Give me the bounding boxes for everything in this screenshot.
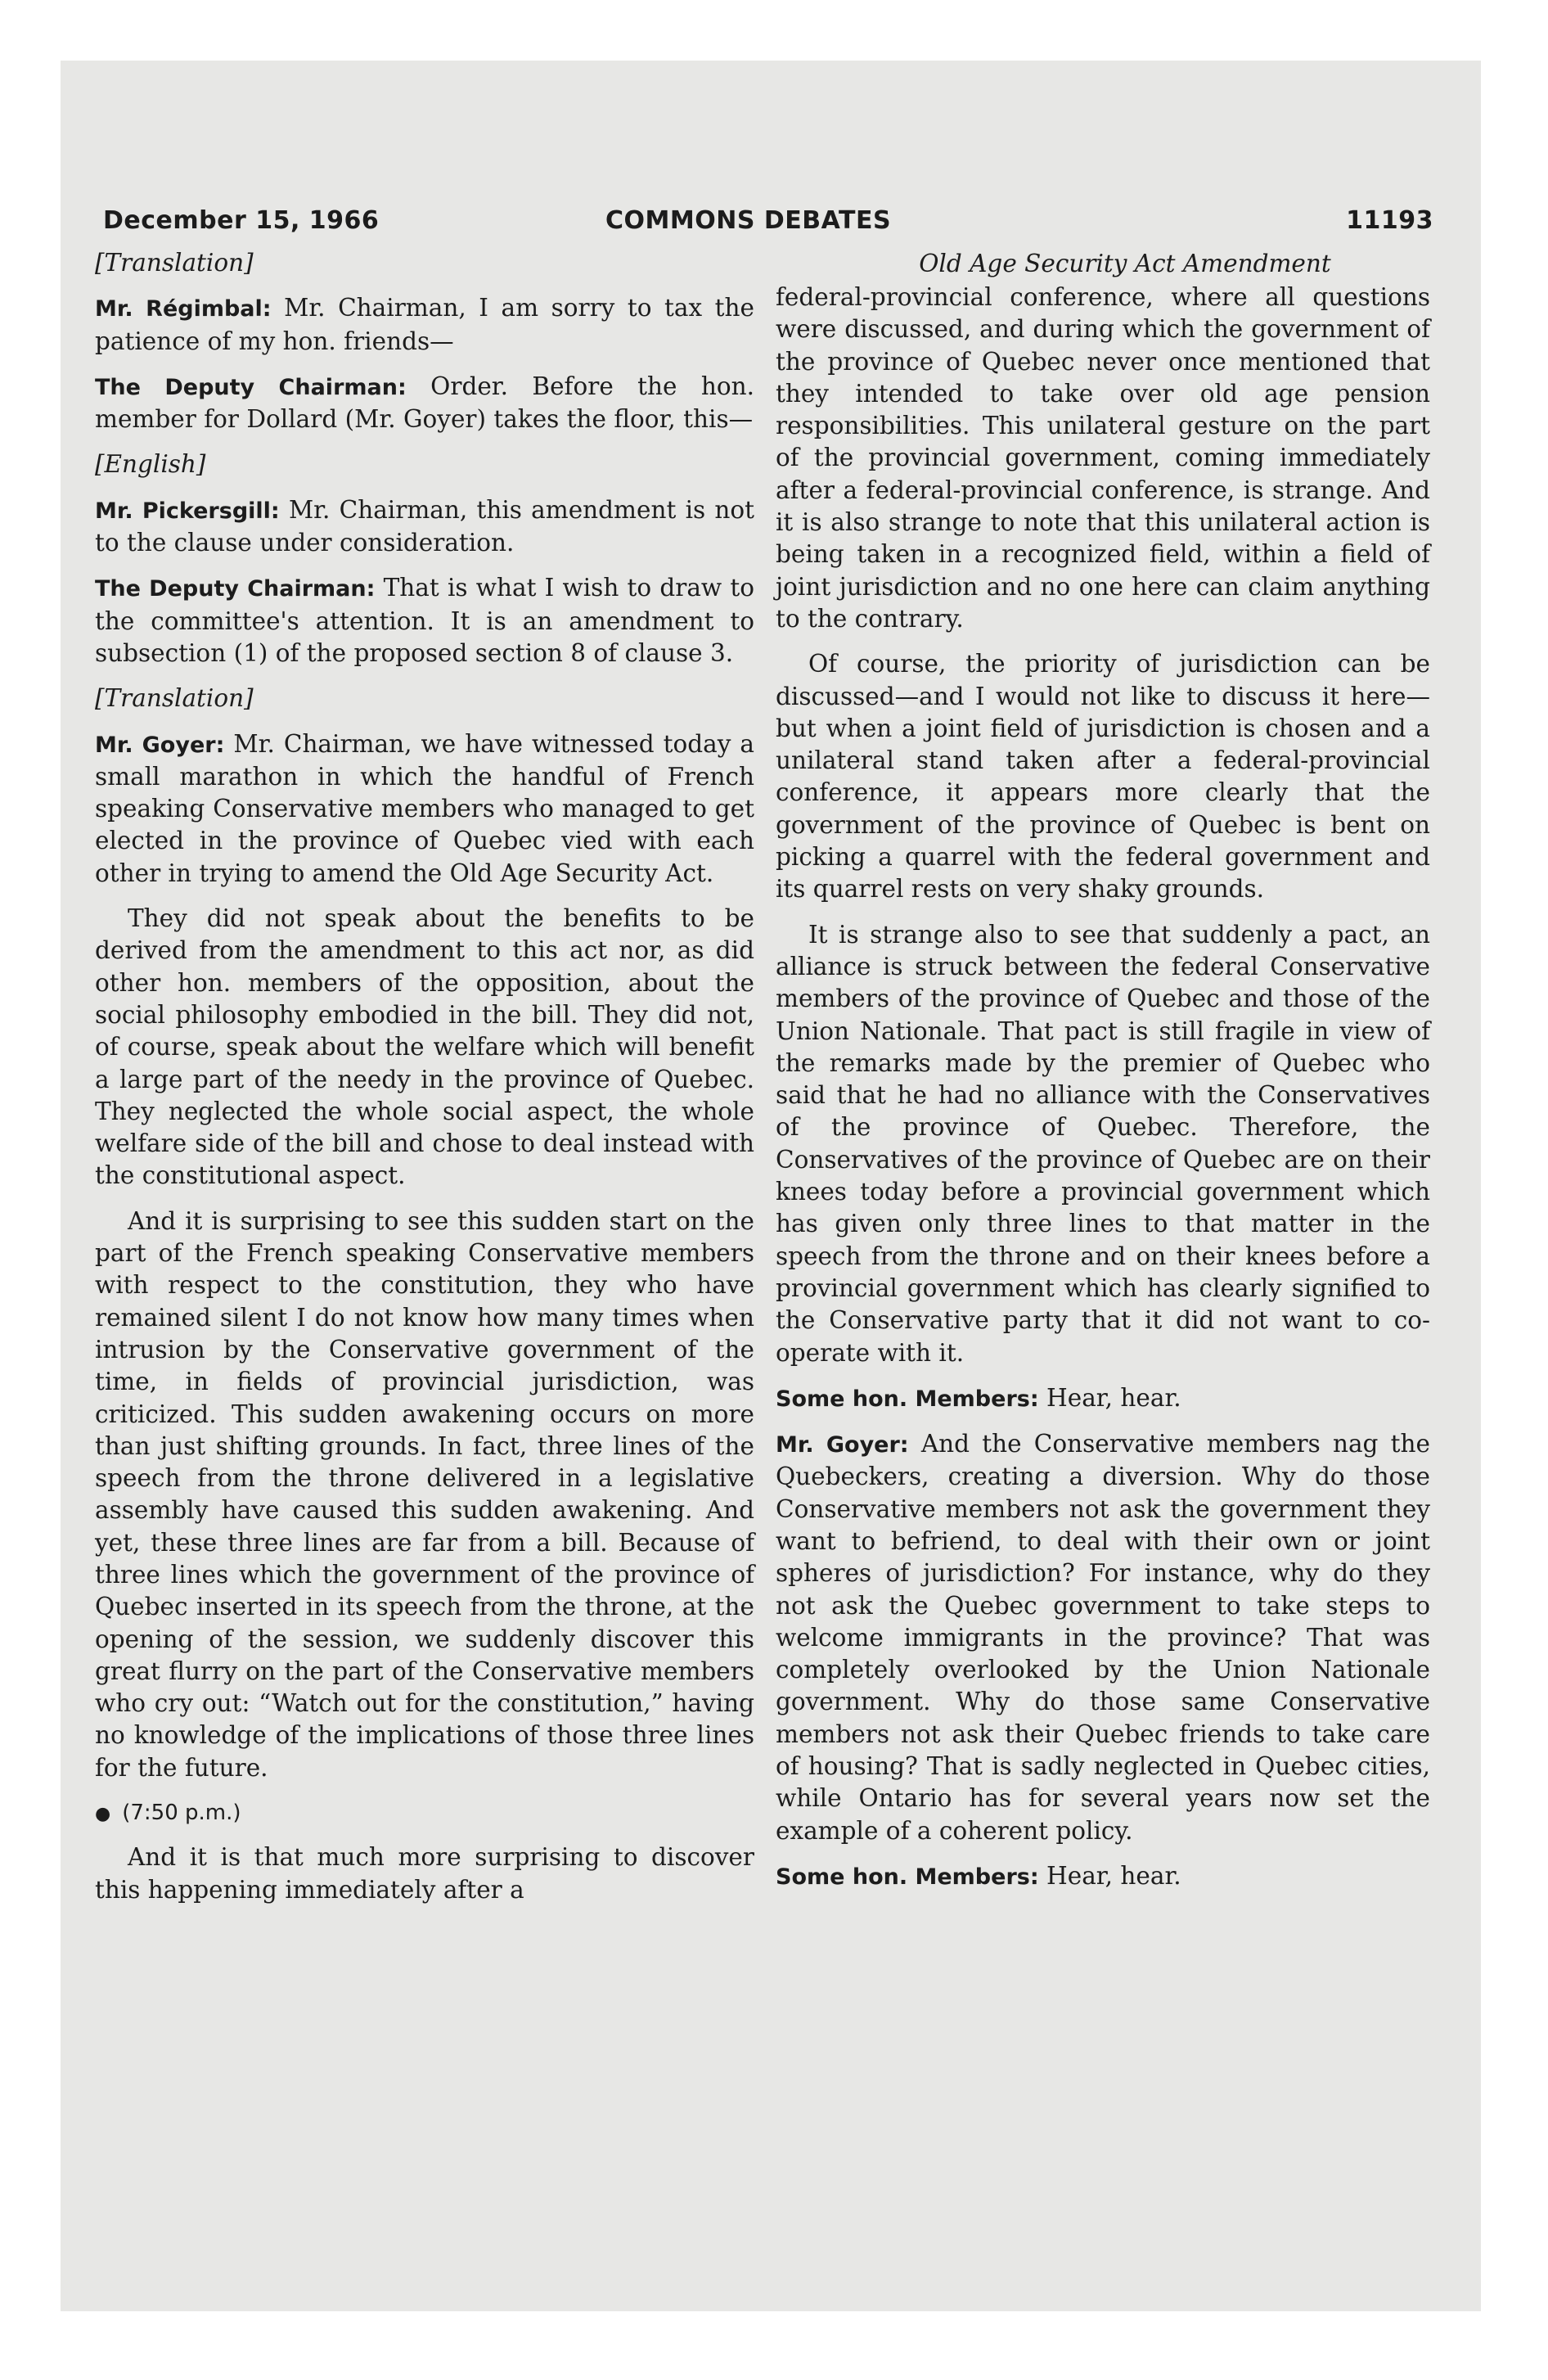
speech-text: And the Conservative members nag the Quebeckers, creating a diversion. Why do those Conservative members not ask the government they want to befriend, to deal with their own or joint spheres of jurisdiction? For instance, why do they not ask the Quebec government to take steps to welcome immigrants in the province? That was completely overlooked by the Union Nationale government. Why do those same Conservative members not ask their Quebec friends to take care of housing? That is sadly neglected in Quebec cities, while Ontario has for several years now set the example of a coherent policy. (776, 1430, 1430, 1845)
running-title: Old Age Security Act Amendment (919, 250, 1331, 277)
body-paragraph: Of course, the priority of jurisdiction can be discussed—and I would not like to discuss it here—but when a joint field of jurisdiction is chosen and a unilateral stand taken after a federal-provincial conference, it appears more clearly that the government of the province of Quebec is bent on picking a quarrel with the federal government and its quarrel rests on very shaky grounds. (776, 650, 1430, 904)
speaker-name: Some hon. Members: (776, 1864, 1039, 1890)
timestamp-text: (7:50 p.m.) (122, 1801, 241, 1826)
speech-text: Mr. Chairman, I am sorry to tax the patience of my hon. friends— (95, 294, 754, 355)
timestamp (95, 1797, 754, 1830)
speech-paragraph (776, 1382, 1430, 1415)
speech-text: Mr. Chairman, we have witnessed today a small marathon in which the handful of French speaking Conservative members who managed to get elected in the province of Quebec vied with each other in trying to amend the Old Age Security Act. (95, 729, 754, 887)
speech-paragraph (95, 371, 754, 436)
speaker-name: The Deputy Chairman: (95, 374, 407, 400)
speech-paragraph (95, 494, 754, 560)
speaker-name: Mr. Pickersgill: (95, 498, 280, 524)
header-date: December 15, 1966 (103, 206, 380, 235)
speech-paragraph (776, 1428, 1430, 1847)
page-header (0, 206, 1548, 247)
speech-text: Hear, hear. (1038, 1383, 1181, 1412)
speaker-name: Mr. Régimbal: (95, 296, 272, 322)
speaker-name: Some hon. Members: (776, 1386, 1039, 1412)
speech-text: Mr. Chairman, this amendment is not to the clause under consideration. (95, 495, 754, 557)
speaker-name: Mr. Goyer: (776, 1432, 909, 1458)
left-column (95, 247, 754, 1919)
speech-paragraph (776, 1860, 1430, 1893)
speech-paragraph (95, 292, 754, 358)
body-paragraph: They did not speak about the benefits to be derived from the amendment to this act nor, as did other hon. members of the opposition, about the social philosophy embodied in the bill. They did not, of course, speak about the welfare which will benefit a large part of the needy in the province of Quebec. They neglected the whole social aspect, the whole welfare side of the bill and chose to deal instead with the constitutional aspect. (95, 904, 754, 1190)
body-paragraph: And it is surprising to see this sudden start on the part of the French speaking Conservative members with respect to the constitution, they who have remained silent I do not know how many times when intrusion by the Conservative government of the time, in fields of provincial jurisdiction, was criticized. This sudden awakening occurs on more than just shifting grounds. In fact, three lines of the speech from the throne delivered in a legislative assembly have caused this sudden awakening. And yet, these three lines are far from a bill. Because of three lines which the government of the province of Quebec inserted in its speech from the throne, at the opening of the session, we suddenly discover this great flurry on the part of the Conservative members who cry out: “Watch out for the constitution,” having no knowledge of the implications of those three lines for the future. (95, 1206, 754, 1782)
speaker-name: Mr. Goyer: (95, 732, 225, 758)
speech-text: Hear, hear. (1038, 1861, 1181, 1890)
speech-paragraph (95, 572, 754, 669)
language-note: [Translation] (95, 249, 254, 277)
right-column (776, 247, 1430, 1906)
header-page-number: 11193 (1346, 206, 1433, 235)
speech-text: Order. Before the hon. member for Dollard (Mr. Goyer) takes the floor, this— (95, 372, 755, 434)
body-paragraph: It is strange also to see that suddenly a pact, an alliance is struck between the federal Conservative members of the province of Quebec and those of the Union Nationale. That pact is still fragile in view of the remarks made by the premier of Quebec who said that he had no alliance with the Conservatives of the province of Quebec. Therefore, the Conservatives of the province of Quebec are on their knees today before a provincial government which has given only three lines to that matter in the speech from the throne and on their knees before a provincial government which has clearly signified to the Conservative party that it did not want to co-operate with it. (776, 920, 1430, 1367)
bullet-icon: ● (95, 1804, 111, 1825)
language-note: [Translation] (95, 684, 254, 713)
header-title: COMMONS DEBATES (605, 206, 892, 235)
body-paragraph: And it is that much more surprising to discover this happening immediately after a (95, 1843, 754, 1904)
speaker-name: The Deputy Chairman: (95, 576, 376, 602)
body-paragraph: federal-provincial conference, where all questions were discussed, and during which the government of the province of Quebec never once mentioned that they intended to take over old age pension responsibilities. This unilateral gesture on the part of the provincial government, coming immediately after a federal-provincial conference, is strange. And it is also strange to note that this unilateral action is being taken in a recognized field, within a field of joint jurisdiction and no one here can claim anything to the contrary. (776, 283, 1430, 633)
language-note: [English] (95, 450, 206, 479)
speech-text: That is what I wish to draw to the committee's attention. It is an amendment to subsection (1) of the proposed section 8 of clause 3. (95, 574, 755, 667)
speech-paragraph (95, 728, 754, 890)
